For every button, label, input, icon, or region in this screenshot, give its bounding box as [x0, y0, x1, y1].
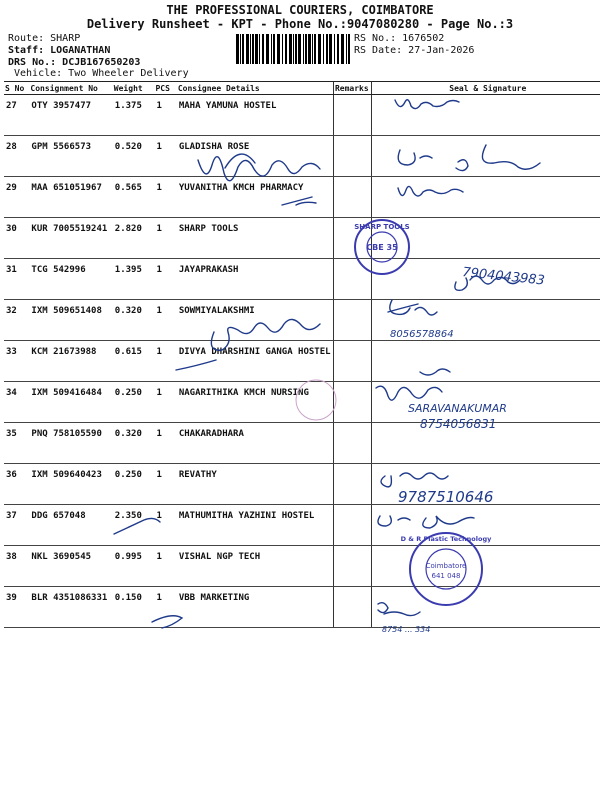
cell-consignee: VISHAL NGP TECH	[177, 546, 334, 587]
stamp-sharp-ring: SHARP TOOLS	[354, 223, 410, 231]
cell-remarks	[333, 177, 371, 218]
cell-consignment-no: GPM 5566573	[29, 136, 112, 177]
handwritten-phone-34: 8754056831	[420, 417, 497, 431]
cell-pcs: 1	[154, 587, 176, 628]
table-row	[4, 341, 600, 382]
col-sno: S No	[4, 82, 29, 95]
barcode-bar	[289, 34, 292, 64]
handwritten-name-34: SARAVANAKUMAR	[408, 402, 507, 415]
barcode-bar	[250, 34, 251, 64]
cell-weight: 1.395	[113, 259, 155, 300]
cell-consignee: DIVYA DHARSHINI GANGA HOSTEL	[177, 341, 334, 382]
cell-consignee: JAYAPRAKASH	[177, 259, 334, 300]
barcode-bar	[273, 34, 275, 64]
cell-remarks	[333, 341, 371, 382]
barcode-bar	[255, 34, 258, 64]
cell-consignment-no: KUR 7005519241	[29, 218, 112, 259]
cell-seal-signature	[371, 95, 600, 136]
barcode-bar	[323, 34, 324, 64]
cell-seal-signature	[371, 177, 600, 218]
barcode-bar	[295, 34, 297, 64]
cell-consignment-no: PNQ 758105590	[29, 423, 112, 464]
barcode-bar	[308, 34, 311, 64]
rs-number: RS No.: 1676502	[354, 33, 445, 44]
barcode-bar	[266, 34, 269, 64]
cell-sno: 29	[4, 177, 29, 218]
cell-weight: 0.565	[113, 177, 155, 218]
cell-consignment-no: OTY 3957477	[29, 95, 112, 136]
cell-sno: 28	[4, 136, 29, 177]
cell-consignment-no: DDG 657048	[29, 505, 112, 546]
stamp-sharp-center: CBE 35	[366, 243, 398, 252]
cell-sno: 34	[4, 382, 29, 423]
table-row	[4, 423, 600, 464]
col-pcs: PCS	[154, 82, 176, 95]
drs-number: DRS No.: DCJB167650203	[8, 57, 141, 68]
cell-weight: 2.820	[113, 218, 155, 259]
cell-seal-signature	[371, 300, 600, 341]
cell-pcs: 1	[154, 259, 176, 300]
table-row	[4, 464, 600, 505]
barcode-bar	[242, 34, 244, 64]
cell-consignment-no: MAA 651051967	[29, 177, 112, 218]
barcode-bar	[326, 34, 328, 64]
cell-remarks	[333, 95, 371, 136]
cell-seal-signature	[371, 423, 600, 464]
cell-remarks	[333, 300, 371, 341]
barcode-bar	[259, 34, 260, 64]
cell-pcs: 1	[154, 177, 176, 218]
runsheet-table	[4, 81, 600, 628]
cell-consignment-no: NKL 3690545	[29, 546, 112, 587]
cell-pcs: 1	[154, 546, 176, 587]
cell-remarks	[333, 505, 371, 546]
cell-weight: 0.250	[113, 382, 155, 423]
cell-consignment-no: IXM 509416484	[29, 382, 112, 423]
cell-weight: 0.320	[113, 300, 155, 341]
stamp-dkr-ring: D & R Plastic Technology	[400, 535, 492, 543]
table-row	[4, 546, 600, 587]
cell-remarks	[333, 382, 371, 423]
table-row	[4, 177, 600, 218]
cell-pcs: 1	[154, 464, 176, 505]
cell-pcs: 1	[154, 382, 176, 423]
handwritten-phone-32: 8056578864	[390, 329, 454, 340]
table-row	[4, 587, 600, 628]
cell-seal-signature	[371, 136, 600, 177]
cell-sno: 36	[4, 464, 29, 505]
barcode-bar	[240, 34, 241, 64]
stamp-dkr-center-2: 641 048	[431, 572, 461, 580]
cell-weight: 2.350	[113, 505, 155, 546]
cell-consignee: SOWMIYALAKSHMI	[177, 300, 334, 341]
barcode-bar	[236, 34, 239, 64]
barcode-bar	[252, 34, 254, 64]
cell-pcs: 1	[154, 423, 176, 464]
handwritten-phone-31: 7904043983	[461, 265, 546, 289]
barcode-bar	[329, 34, 332, 64]
cell-consignment-no: TCG 542996	[29, 259, 112, 300]
stamp-dkr-center-1: Coimbatore	[425, 562, 467, 570]
cell-remarks	[333, 423, 371, 464]
col-seal-signature: Seal & Signature	[371, 82, 600, 95]
cell-seal-signature	[371, 218, 600, 259]
table-row	[4, 382, 600, 423]
cell-sno: 39	[4, 587, 29, 628]
cell-pcs: 1	[154, 341, 176, 382]
col-consignment: Consignment No	[29, 82, 112, 95]
barcode-bar	[341, 34, 344, 64]
cell-seal-signature	[371, 505, 600, 546]
cell-remarks	[333, 218, 371, 259]
col-remarks: Remarks	[333, 82, 371, 95]
table-row	[4, 505, 600, 546]
cell-seal-signature	[371, 464, 600, 505]
cell-consignee: REVATHY	[177, 464, 334, 505]
table-header-row	[4, 82, 600, 95]
barcode-bar	[334, 34, 335, 64]
barcode-bar	[277, 34, 280, 64]
barcode-bar	[346, 34, 347, 64]
cell-remarks	[333, 259, 371, 300]
table-row	[4, 218, 600, 259]
barcode-bar	[303, 34, 304, 64]
cell-weight: 0.150	[113, 587, 155, 628]
cell-weight: 0.520	[113, 136, 155, 177]
cell-sno: 35	[4, 423, 29, 464]
runsheet-subtitle: Delivery Runsheet - KPT - Phone No.:9047080280 - Page No.:3	[86, 17, 514, 31]
cell-consignment-no: IXM 509640423	[29, 464, 112, 505]
cell-weight: 0.320	[113, 423, 155, 464]
cell-pcs: 1	[154, 505, 176, 546]
cell-seal-signature	[371, 259, 600, 300]
cell-weight: 0.995	[113, 546, 155, 587]
cell-remarks	[333, 546, 371, 587]
barcode-bar	[348, 34, 350, 64]
barcode-bar	[337, 34, 339, 64]
cell-consignee: SHARP TOOLS	[177, 218, 334, 259]
cell-sno: 27	[4, 95, 29, 136]
cell-sno: 31	[4, 259, 29, 300]
cell-consignee: VBB MARKETING	[177, 587, 334, 628]
cell-consignee: NAGARITHIKA KMCH NURSING	[177, 382, 334, 423]
cell-seal-signature	[371, 546, 600, 587]
route-label: Route: SHARP	[8, 33, 81, 44]
cell-consignment-no: IXM 509651408	[29, 300, 112, 341]
barcode-bar	[305, 34, 307, 64]
cell-remarks	[333, 136, 371, 177]
cell-consignment-no: BLR 4351086331	[29, 587, 112, 628]
cell-weight: 0.615	[113, 341, 155, 382]
cell-consignee: YUVANITHA KMCH PHARMACY	[177, 177, 334, 218]
cell-sno: 37	[4, 505, 29, 546]
cell-weight: 1.375	[113, 95, 155, 136]
barcode-bar	[285, 34, 287, 64]
barcode-bar	[314, 34, 316, 64]
company-title: THE PROFESSIONAL COURIERS, COIMBATORE	[166, 3, 434, 17]
cell-consignee: MAHA YAMUNA HOSTEL	[177, 95, 334, 136]
cell-seal-signature	[371, 382, 600, 423]
barcode	[236, 34, 351, 64]
cell-pcs: 1	[154, 95, 176, 136]
barcode-bar	[282, 34, 283, 64]
cell-sno: 32	[4, 300, 29, 341]
cell-remarks	[333, 587, 371, 628]
staff-label: Staff: LOGANATHAN	[8, 45, 111, 56]
barcode-bar	[312, 34, 313, 64]
cell-consignment-no: KCM 21673988	[29, 341, 112, 382]
barcode-bar	[293, 34, 294, 64]
col-consignee: Consignee Details	[177, 82, 334, 95]
cell-sno: 30	[4, 218, 29, 259]
cell-consignee: MATHUMITHA YAZHINI HOSTEL	[177, 505, 334, 546]
table-row	[4, 95, 600, 136]
handwritten-note-39: 8754 ... 334	[382, 625, 431, 634]
rs-date: RS Date: 27-Jan-2026	[354, 45, 475, 56]
cell-remarks	[333, 464, 371, 505]
cell-consignee: CHAKARADHARA	[177, 423, 334, 464]
cell-pcs: 1	[154, 300, 176, 341]
col-weight: Weight	[113, 82, 155, 95]
vehicle-label: Vehicle: Two Wheeler Delivery	[14, 68, 189, 79]
handwritten-phone-36: 9787510646	[398, 488, 494, 506]
cell-seal-signature	[371, 587, 600, 628]
cell-pcs: 1	[154, 218, 176, 259]
cell-seal-signature	[371, 341, 600, 382]
cell-pcs: 1	[154, 136, 176, 177]
cell-sno: 33	[4, 341, 29, 382]
barcode-bar	[262, 34, 264, 64]
cell-consignee: GLADISHA ROSE	[177, 136, 334, 177]
table-row	[4, 136, 600, 177]
cell-weight: 0.250	[113, 464, 155, 505]
barcode-bar	[318, 34, 321, 64]
barcode-bar	[298, 34, 301, 64]
cell-sno: 38	[4, 546, 29, 587]
barcode-bar	[246, 34, 249, 64]
barcode-bar	[271, 34, 272, 64]
table-row	[4, 259, 600, 300]
table-row	[4, 300, 600, 341]
